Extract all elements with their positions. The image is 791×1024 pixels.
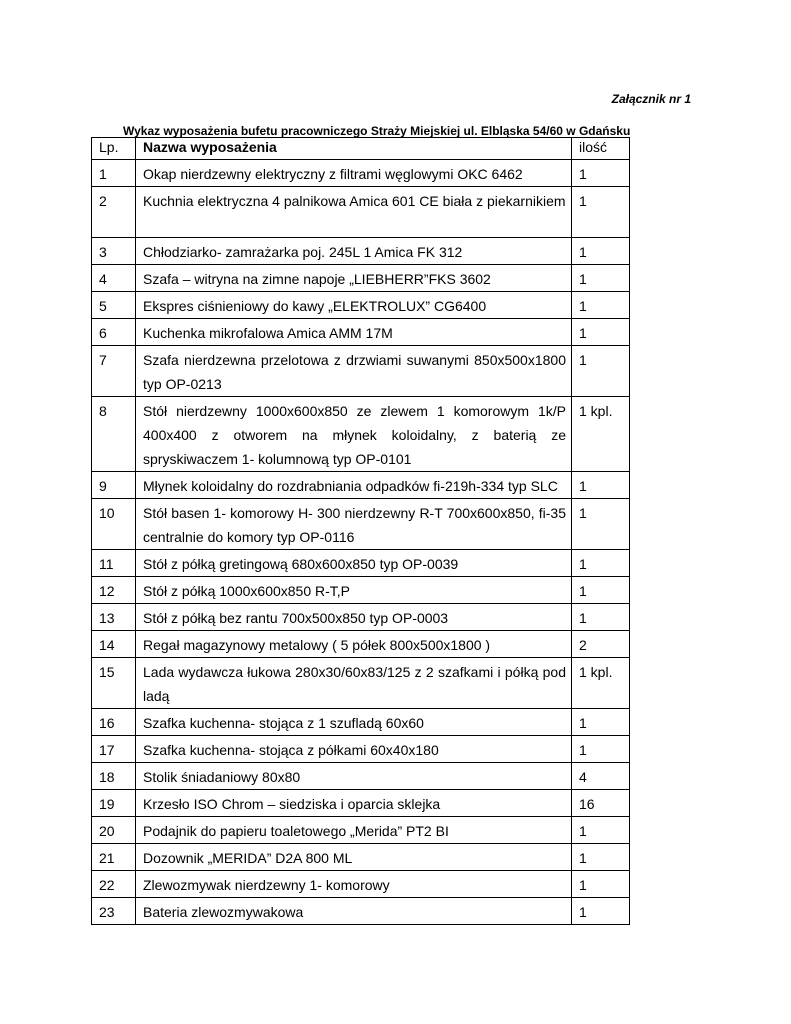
- table-row: [92, 898, 630, 925]
- equipment-table: [91, 137, 630, 925]
- cell-qty: 1: [572, 292, 630, 319]
- cell-qty: 1: [572, 898, 630, 925]
- cell-lp: 6: [92, 319, 136, 346]
- cell-name: Okap nierdzewny elektryczny z filtrami węglowymi OKC 6462: [136, 160, 572, 187]
- table-row: [92, 844, 630, 871]
- header-qty: ilość: [572, 138, 630, 160]
- cell-name: Młynek koloidalny do rozdrabniania odpadków fi-219h-334 typ SLC: [136, 472, 572, 499]
- header-lp: Lp.: [92, 138, 136, 160]
- cell-qty: 1 kpl.: [572, 397, 630, 472]
- table-row: [92, 292, 630, 319]
- table-body: [92, 160, 630, 925]
- table-row: [92, 550, 630, 577]
- cell-name: Ekspres ciśnieniowy do kawy „ELEKTROLUX” CG6400: [136, 292, 572, 319]
- cell-qty: 1: [572, 238, 630, 265]
- cell-lp: 20: [92, 817, 136, 844]
- table-row: [92, 709, 630, 736]
- cell-qty: 1: [572, 736, 630, 763]
- cell-qty: 1: [572, 709, 630, 736]
- table-row: [92, 187, 630, 238]
- table-row: [92, 631, 630, 658]
- cell-lp: 14: [92, 631, 136, 658]
- cell-name: Szafa nierdzewna przelotowa z drzwiami suwanymi 850x500x1800 typ OP-0213: [136, 346, 572, 397]
- cell-qty: 1: [572, 187, 630, 238]
- cell-lp: 19: [92, 790, 136, 817]
- cell-name: Stół z półką gretingową 680x600x850 typ OP-0039: [136, 550, 572, 577]
- cell-lp: 23: [92, 898, 136, 925]
- cell-name: Stół nierdzewny 1000x600x850 ze zlewem 1 komorowym 1k/P 400x400 z otworem na młynek koloidalny, z baterią ze spryskiwaczem 1- kolumnową typ OP-0101: [136, 397, 572, 472]
- cell-lp: 2: [92, 187, 136, 238]
- cell-lp: 18: [92, 763, 136, 790]
- attachment-label: Załącznik nr 1: [611, 92, 691, 106]
- cell-name: Stolik śniadaniowy 80x80: [136, 763, 572, 790]
- cell-name: Stół basen 1- komorowy H- 300 nierdzewny R-T 700x600x850, fi-35 centralnie do komory typ OP-0116: [136, 499, 572, 550]
- cell-name: Krzesło ISO Chrom – siedziska i oparcia sklejka: [136, 790, 572, 817]
- cell-lp: 8: [92, 397, 136, 472]
- table-header-row: [92, 138, 630, 160]
- cell-name: Szafa – witryna na zimne napoje „LIEBHERR”FKS 3602: [136, 265, 572, 292]
- cell-name: Szafka kuchenna- stojąca z półkami 60x40x180: [136, 736, 572, 763]
- cell-qty: 1: [572, 472, 630, 499]
- table-row: [92, 790, 630, 817]
- table-row: [92, 577, 630, 604]
- cell-name: Kuchenka mikrofalowa Amica AMM 17M: [136, 319, 572, 346]
- table-row: [92, 763, 630, 790]
- cell-qty: 1 kpl.: [572, 658, 630, 709]
- table-row: [92, 265, 630, 292]
- cell-lp: 3: [92, 238, 136, 265]
- cell-name: Szafka kuchenna- stojąca z 1 szufladą 60x60: [136, 709, 572, 736]
- cell-qty: 1: [572, 577, 630, 604]
- cell-qty: 1: [572, 160, 630, 187]
- cell-name: Regał magazynowy metalowy ( 5 półek 800x500x1800 ): [136, 631, 572, 658]
- cell-qty: 1: [572, 871, 630, 898]
- cell-name: Kuchnia elektryczna 4 palnikowa Amica 601 CE biała z piekarnikiem: [136, 187, 572, 238]
- cell-name: Lada wydawcza łukowa 280x30/60x83/125 z 2 szafkami i półką pod ladą: [136, 658, 572, 709]
- table-row: [92, 397, 630, 472]
- table-row: [92, 472, 630, 499]
- table-row: [92, 817, 630, 844]
- cell-qty: 4: [572, 763, 630, 790]
- table-row: [92, 346, 630, 397]
- cell-lp: 15: [92, 658, 136, 709]
- table-row: [92, 871, 630, 898]
- cell-lp: 5: [92, 292, 136, 319]
- cell-lp: 21: [92, 844, 136, 871]
- table-row: [92, 736, 630, 763]
- cell-qty: 16: [572, 790, 630, 817]
- header-name: Nazwa wyposażenia: [136, 138, 572, 160]
- cell-qty: 1: [572, 550, 630, 577]
- cell-qty: 1: [572, 319, 630, 346]
- cell-qty: 1: [572, 346, 630, 397]
- cell-name: Podajnik do papieru toaletowego „Merida” PT2 BI: [136, 817, 572, 844]
- cell-qty: 1: [572, 265, 630, 292]
- cell-qty: 2: [572, 631, 630, 658]
- table-row: [92, 160, 630, 187]
- table-row: [92, 604, 630, 631]
- table-row: [92, 319, 630, 346]
- cell-name: Chłodziarko- zamrażarka poj. 245L 1 Amica FK 312: [136, 238, 572, 265]
- cell-qty: 1: [572, 604, 630, 631]
- cell-lp: 22: [92, 871, 136, 898]
- cell-qty: 1: [572, 844, 630, 871]
- cell-qty: 1: [572, 499, 630, 550]
- table-row: [92, 658, 630, 709]
- cell-lp: 16: [92, 709, 136, 736]
- cell-lp: 10: [92, 499, 136, 550]
- cell-lp: 17: [92, 736, 136, 763]
- table-row: [92, 238, 630, 265]
- cell-name: Zlewozmywak nierdzewny 1- komorowy: [136, 871, 572, 898]
- cell-lp: 9: [92, 472, 136, 499]
- cell-lp: 11: [92, 550, 136, 577]
- cell-name: Stół z półką bez rantu 700x500x850 typ OP-0003: [136, 604, 572, 631]
- table-row: [92, 499, 630, 550]
- cell-lp: 7: [92, 346, 136, 397]
- cell-lp: 4: [92, 265, 136, 292]
- cell-name: Dozownik „MERIDA” D2A 800 ML: [136, 844, 572, 871]
- cell-lp: 12: [92, 577, 136, 604]
- cell-name: Bateria zlewozmywakowa: [136, 898, 572, 925]
- cell-qty: 1: [572, 817, 630, 844]
- cell-name: Stół z półką 1000x600x850 R-T,P: [136, 577, 572, 604]
- document-heading: Wykaz wyposażenia bufetu pracowniczego Straży Miejskiej ul. Elbląska 54/60 w Gdańsku: [123, 124, 631, 138]
- cell-lp: 13: [92, 604, 136, 631]
- cell-lp: 1: [92, 160, 136, 187]
